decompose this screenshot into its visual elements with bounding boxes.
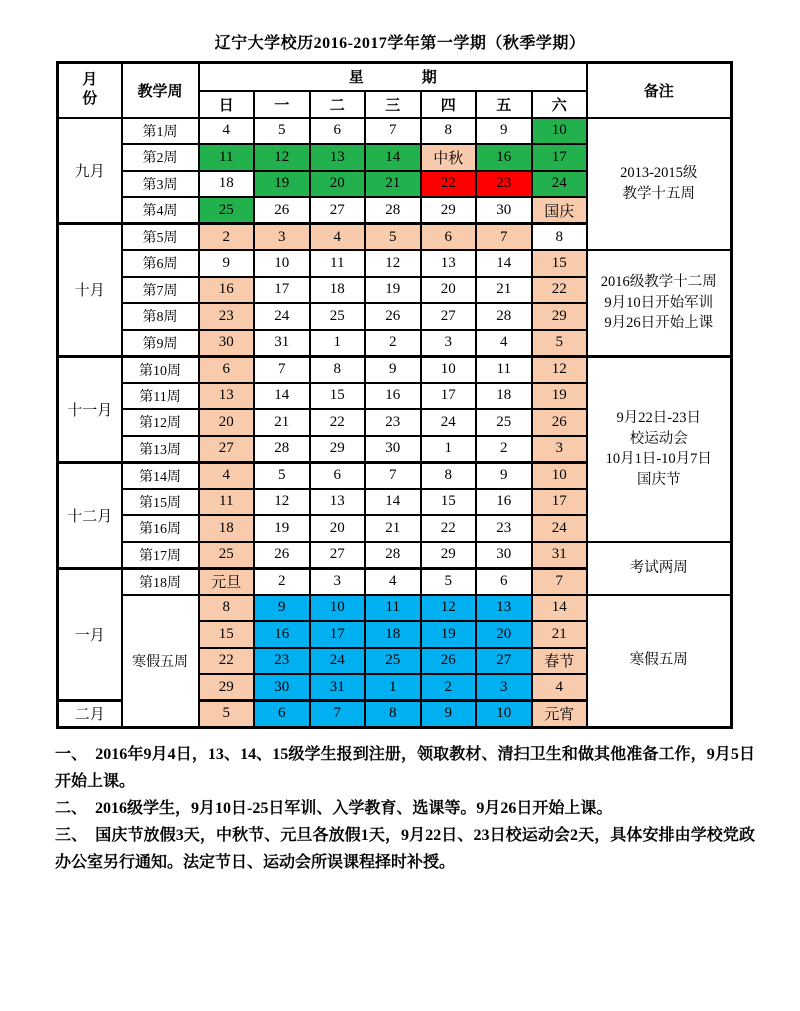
- date-cell: 12: [365, 250, 421, 277]
- week-label: 第8周: [122, 303, 199, 330]
- date-cell: 1: [310, 330, 366, 357]
- note-3: 三、 国庆节放假3天，中秋节、元旦各放假1天，9月22日、23日校运动会2天，具体安排由学校党政办公室另行通知。法定节日、运动会所误课程择时补授。: [55, 826, 755, 871]
- date-cell: 9: [476, 118, 532, 145]
- date-cell: 17: [532, 144, 588, 171]
- remark-line: 2013-2015级: [620, 165, 698, 182]
- date-cell: 24: [532, 515, 588, 542]
- remark-line: 国庆节: [637, 471, 681, 488]
- date-cell: 11: [476, 356, 532, 383]
- date-cell: 14: [476, 250, 532, 277]
- date-cell: 29: [532, 303, 588, 330]
- date-cell: 7: [254, 356, 310, 383]
- date-cell: 13: [476, 595, 532, 622]
- date-cell: 3: [476, 674, 532, 701]
- note-1: 一、 2016年9月4日，13、14、15级学生报到注册，领取教材、清扫卫生和做其他准备工作，9月5日开始上课。: [55, 745, 755, 790]
- date-cell: 4: [365, 568, 421, 595]
- week-label: 第17周: [122, 542, 199, 569]
- month-label: 二月: [58, 701, 122, 728]
- date-cell: 22: [421, 515, 477, 542]
- date-cell: 8: [532, 224, 588, 251]
- date-cell: 13: [310, 489, 366, 516]
- date-cell: 5: [199, 701, 255, 728]
- date-cell: 24: [310, 648, 366, 675]
- date-cell: 25: [476, 409, 532, 436]
- date-cell: 19: [421, 621, 477, 648]
- week-label: 第12周: [122, 409, 199, 436]
- date-cell: 26: [532, 409, 588, 436]
- date-cell: 26: [365, 303, 421, 330]
- remark-line: 2016级教学十二周: [600, 274, 717, 290]
- week-label: 第5周: [122, 224, 199, 251]
- date-cell: 21: [532, 621, 588, 648]
- date-cell: 22: [199, 648, 255, 675]
- date-cell: 30: [476, 197, 532, 224]
- date-cell: 10: [476, 701, 532, 728]
- date-cell: 9: [199, 250, 255, 277]
- date-cell: 14: [532, 595, 588, 622]
- date-cell: 18: [199, 515, 255, 542]
- date-cell: 14: [365, 489, 421, 516]
- date-cell: 16: [199, 277, 255, 304]
- date-cell: 27: [421, 303, 477, 330]
- date-cell: 22: [532, 277, 588, 304]
- date-cell: 2: [365, 330, 421, 357]
- date-cell: 4: [476, 330, 532, 357]
- date-cell: 13: [199, 383, 255, 410]
- date-cell: 27: [310, 197, 366, 224]
- date-cell: 9: [254, 595, 310, 622]
- date-cell: 27: [199, 436, 255, 463]
- date-cell: 20: [310, 171, 366, 198]
- date-cell: 14: [365, 144, 421, 171]
- date-cell: 28: [254, 436, 310, 463]
- date-cell: 2: [421, 674, 477, 701]
- date-cell: 8: [421, 462, 477, 489]
- date-cell: 18: [476, 383, 532, 410]
- date-cell: 12: [532, 356, 588, 383]
- date-cell: 7: [365, 462, 421, 489]
- date-cell: 24: [421, 409, 477, 436]
- date-cell: 21: [365, 171, 421, 198]
- date-cell: 9: [365, 356, 421, 383]
- date-cell: 5: [254, 118, 310, 145]
- date-cell: 23: [365, 409, 421, 436]
- date-cell: 31: [532, 542, 588, 569]
- date-cell: 7: [310, 701, 366, 728]
- weekday-header-mon: 一: [254, 91, 310, 118]
- date-cell: 1: [421, 436, 477, 463]
- date-cell: 5: [254, 462, 310, 489]
- date-cell: 28: [365, 542, 421, 569]
- week-label: 第10周: [122, 356, 199, 383]
- date-cell: 16: [476, 489, 532, 516]
- remark-line: 寒假五周: [629, 652, 688, 669]
- date-cell: 中秋: [421, 144, 477, 171]
- date-cell: 30: [476, 542, 532, 569]
- date-cell: 17: [532, 489, 588, 516]
- header-month: [58, 63, 122, 118]
- date-cell: 30: [254, 674, 310, 701]
- date-cell: 22: [421, 171, 477, 198]
- date-cell: 7: [532, 568, 588, 595]
- date-cell: 10: [310, 595, 366, 622]
- header-remark: 备注: [587, 63, 731, 118]
- remark-line: 校运动会: [629, 430, 688, 447]
- date-cell: 6: [254, 701, 310, 728]
- date-cell: 3: [254, 224, 310, 251]
- month-label: 十二月: [58, 462, 122, 568]
- date-cell: 21: [365, 515, 421, 542]
- date-cell: 10: [421, 356, 477, 383]
- date-cell: 8: [199, 595, 255, 622]
- header-month-line2: 份: [82, 91, 98, 108]
- week-label: 第16周: [122, 515, 199, 542]
- date-cell: 3: [532, 436, 588, 463]
- remark-cell: [587, 595, 731, 728]
- date-cell: 21: [476, 277, 532, 304]
- date-cell: 12: [254, 144, 310, 171]
- date-cell: 2: [199, 224, 255, 251]
- header-weekday-char2: 期: [421, 70, 437, 87]
- date-cell: 16: [365, 383, 421, 410]
- week-label: 第13周: [122, 436, 199, 463]
- remark-cell: [587, 356, 731, 542]
- date-cell: 27: [476, 648, 532, 675]
- page-title: 辽宁大学校历2016-2017学年第一学期（秋季学期）: [214, 35, 586, 52]
- date-cell: 3: [421, 330, 477, 357]
- date-cell: 4: [199, 118, 255, 145]
- date-cell: 22: [310, 409, 366, 436]
- date-cell: 5: [421, 568, 477, 595]
- date-cell: 春节: [532, 648, 588, 675]
- date-cell: 4: [199, 462, 255, 489]
- date-cell: 11: [310, 250, 366, 277]
- date-cell: 24: [532, 171, 588, 198]
- week-label: 第14周: [122, 462, 199, 489]
- date-cell: 9: [421, 701, 477, 728]
- date-cell: 31: [254, 330, 310, 357]
- header-teaching-week: 教学周: [122, 63, 199, 118]
- date-cell: 11: [199, 144, 255, 171]
- month-label: 十一月: [58, 356, 122, 462]
- date-cell: 15: [199, 621, 255, 648]
- date-cell: 30: [199, 330, 255, 357]
- date-cell: 10: [532, 118, 588, 145]
- date-cell: 4: [532, 674, 588, 701]
- date-cell: 20: [199, 409, 255, 436]
- month-label: 一月: [58, 568, 122, 701]
- date-cell: 23: [254, 648, 310, 675]
- header-month-line1: 月: [82, 72, 98, 89]
- date-cell: 18: [365, 621, 421, 648]
- date-cell: 28: [365, 197, 421, 224]
- remark-line: 9月22日-23日: [616, 410, 702, 426]
- date-cell: 29: [310, 436, 366, 463]
- date-cell: 19: [532, 383, 588, 410]
- date-cell: 5: [365, 224, 421, 251]
- date-cell: 25: [310, 303, 366, 330]
- date-cell: 13: [310, 144, 366, 171]
- weekday-header-sun: 日: [199, 91, 255, 118]
- date-cell: 6: [421, 224, 477, 251]
- date-cell: 10: [254, 250, 310, 277]
- date-cell: 2: [254, 568, 310, 595]
- date-cell: 6: [199, 356, 255, 383]
- date-cell: 23: [199, 303, 255, 330]
- date-cell: 8: [365, 701, 421, 728]
- date-cell: 12: [421, 595, 477, 622]
- date-cell: 20: [310, 515, 366, 542]
- date-cell: 6: [310, 118, 366, 145]
- date-cell: 21: [254, 409, 310, 436]
- date-cell: 15: [421, 489, 477, 516]
- remark-cell: [587, 118, 731, 251]
- date-cell: 元宵: [532, 701, 588, 728]
- date-cell: 17: [310, 621, 366, 648]
- date-cell: 7: [365, 118, 421, 145]
- date-cell: 10: [532, 462, 588, 489]
- date-cell: 16: [476, 144, 532, 171]
- note-2: 二、 2016级学生，9月10日-25日军训、入学教育、选课等。9月26日开始上课。: [55, 799, 613, 817]
- date-cell: 24: [254, 303, 310, 330]
- date-cell: 8: [421, 118, 477, 145]
- date-cell: 19: [254, 171, 310, 198]
- weekday-header-fri: 五: [476, 91, 532, 118]
- notes-section: [55, 741, 755, 876]
- date-cell: 12: [254, 489, 310, 516]
- date-cell: 28: [476, 303, 532, 330]
- date-cell: 31: [310, 674, 366, 701]
- remark-cell: [587, 542, 731, 595]
- week-label: 第11周: [122, 383, 199, 410]
- date-cell: 19: [365, 277, 421, 304]
- week-label: 第15周: [122, 489, 199, 516]
- week-label: 第1周: [122, 118, 199, 145]
- week-label: 第3周: [122, 171, 199, 198]
- date-cell: 8: [310, 356, 366, 383]
- weekday-header-tue: 二: [310, 91, 366, 118]
- date-cell: 3: [310, 568, 366, 595]
- date-cell: 25: [199, 542, 255, 569]
- date-cell: 20: [476, 621, 532, 648]
- date-cell: 15: [310, 383, 366, 410]
- header-weekday-group: [199, 63, 588, 91]
- remark-line: 10月1日-10月7日: [605, 451, 712, 467]
- date-cell: 19: [254, 515, 310, 542]
- calendar-table: [56, 61, 733, 729]
- date-cell: 元旦: [199, 568, 255, 595]
- date-cell: 4: [310, 224, 366, 251]
- month-label: 十月: [58, 224, 122, 357]
- remark-line: 9月26日开始上课: [604, 315, 714, 331]
- date-cell: 25: [365, 648, 421, 675]
- date-cell: 29: [421, 542, 477, 569]
- week-label: 寒假五周: [122, 595, 199, 728]
- date-cell: 16: [254, 621, 310, 648]
- remark-cell: [587, 250, 731, 356]
- date-cell: 5: [532, 330, 588, 357]
- date-cell: 25: [199, 197, 255, 224]
- date-cell: 国庆: [532, 197, 588, 224]
- month-label: 九月: [58, 118, 122, 224]
- date-cell: 26: [254, 197, 310, 224]
- date-cell: 23: [476, 171, 532, 198]
- week-label: 第7周: [122, 277, 199, 304]
- date-cell: 11: [199, 489, 255, 516]
- date-cell: 18: [199, 171, 255, 198]
- remark-line: 教学十五周: [622, 185, 696, 202]
- weekday-header-sat: 六: [532, 91, 588, 118]
- date-cell: 6: [310, 462, 366, 489]
- date-cell: 26: [254, 542, 310, 569]
- date-cell: 23: [476, 515, 532, 542]
- weekday-header-thu: 四: [421, 91, 477, 118]
- week-label: 第9周: [122, 330, 199, 357]
- week-label: 第4周: [122, 197, 199, 224]
- date-cell: 26: [421, 648, 477, 675]
- remark-line: 9月10日开始军训: [604, 294, 714, 311]
- week-label: 第2周: [122, 144, 199, 171]
- date-cell: 18: [310, 277, 366, 304]
- date-cell: 20: [421, 277, 477, 304]
- week-label: 第18周: [122, 568, 199, 595]
- date-cell: 1: [365, 674, 421, 701]
- date-cell: 30: [365, 436, 421, 463]
- weekday-header-wed: 三: [365, 91, 421, 118]
- week-label: 第6周: [122, 250, 199, 277]
- date-cell: 13: [421, 250, 477, 277]
- date-cell: 29: [199, 674, 255, 701]
- date-cell: 7: [476, 224, 532, 251]
- header-weekday-char1: 星: [348, 70, 364, 87]
- date-cell: 17: [421, 383, 477, 410]
- date-cell: 9: [476, 462, 532, 489]
- date-cell: 6: [476, 568, 532, 595]
- date-cell: 15: [532, 250, 588, 277]
- remark-line: 考试两周: [629, 559, 688, 576]
- date-cell: 11: [365, 595, 421, 622]
- date-cell: 2: [476, 436, 532, 463]
- date-cell: 29: [421, 197, 477, 224]
- date-cell: 14: [254, 383, 310, 410]
- date-cell: 27: [310, 542, 366, 569]
- date-cell: 17: [254, 277, 310, 304]
